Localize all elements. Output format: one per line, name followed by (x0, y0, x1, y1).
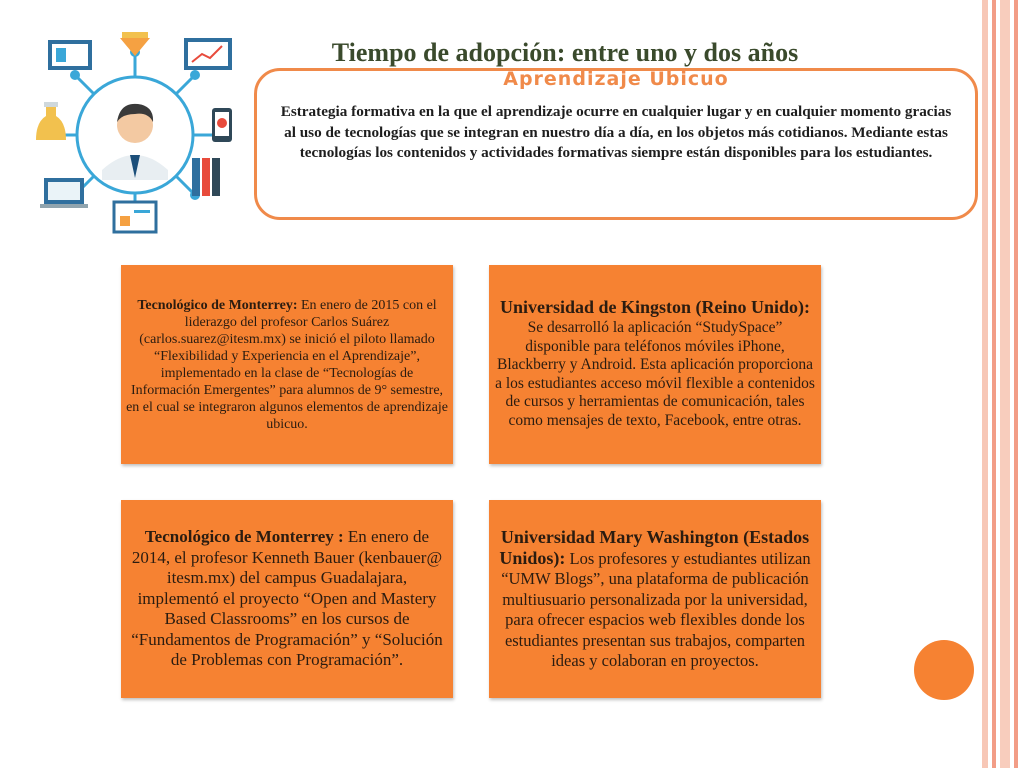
monitor-icon (48, 40, 92, 70)
person-icon (102, 104, 168, 180)
presentation-board-icon (114, 202, 156, 232)
decorative-side-stripes (976, 0, 1024, 768)
ruler-triangle-icon (120, 32, 150, 56)
definition-box (254, 68, 978, 220)
laptop-icon (40, 178, 88, 208)
learning-network-illustration (30, 30, 245, 240)
card-body: Los profesores y estudiantes utilizan “UMW Blogs”, una plataforma de publicación multiusuario personalizada por la universidad, para ofrecer espacios web flexibles donde los estudiantes presentan sus trabajos, comparten ideas y colaboran en proyectos. (501, 548, 811, 671)
card-body: En enero de 2015 con el liderazgo del profesor Carlos Suárez (carlos.suarez@itesm.mx) se inició el piloto llamado “Flexibilidad y Experiencia en el Aprendizaje”, implementado en la clase de “Tecnologías de Información Emergentes” para alumnos de 9° semestre, en el cual se integraron algunos elementos de aprendizaje ubicuo. (126, 297, 448, 432)
case-card-mary-washington (489, 500, 821, 698)
mobile-phone-icon (212, 108, 232, 142)
card-lead: Universidad Mary Washington (Estados Unidos): (499, 526, 810, 568)
flask-icon (36, 102, 66, 140)
card-lead: Tecnológico de Monterrey : (144, 527, 344, 547)
page-title: Tiempo de adopción: entre uno y dos años (331, 38, 799, 67)
definition-text: Estrategia formativa en la que el aprendizaje ocurre en cualquier lugar y en cualquier momento gracias al uso de tecnologías que se integran en nuestro día a día, en los objetos más cotidianos. Mediante estas tecnologías los contenidos y actividades formativas siempre están disponibles para los estudiantes. (280, 103, 952, 161)
card-lead: Tecnológico de Monterrey: (137, 297, 298, 313)
card-body: En enero de 2014, el profesor Kenneth Bauer (kenbauer@ itesm.mx) del campus Guadalajara, implementó el proyecto “Open and Mastery Based Classrooms” en los cursos de “Fundamentos de Programación” y “Solución de Problemas con Programación”. (131, 527, 443, 670)
card-body: Se desarrolló la aplicación “StudySpace” disponible para teléfonos móviles iPhone, Blackberry y Android. Esta aplicación proporciona a los estudiantes acceso móvil flexible a contenidos de cursos y herramientas de comunicación, tales como mensajes de texto, Facebook, entre otras. (495, 319, 815, 429)
case-card-monterrey-2014 (121, 500, 453, 698)
card-lead: Universidad de Kingston (Reino Unido): (499, 297, 811, 318)
binders-icon (192, 158, 220, 196)
case-card-kingston (489, 265, 821, 464)
case-card-monterrey-2015 (121, 265, 453, 464)
definition-heading: Aprendizaje Ubicuo (503, 68, 729, 90)
decorative-circle (914, 640, 974, 700)
screen-chart-icon (184, 38, 232, 70)
